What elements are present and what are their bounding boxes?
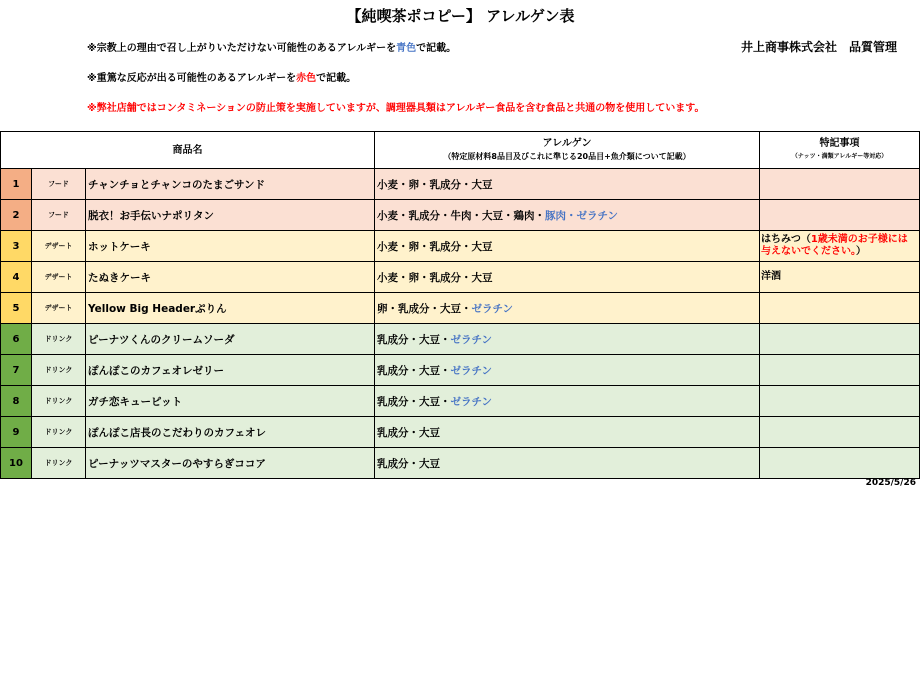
special-note — [760, 200, 920, 231]
product-name: チャンチョとチャンコのたまごサンド — [86, 169, 375, 200]
table-row — [1, 324, 920, 355]
allergen-cell — [375, 200, 760, 231]
allergen-list: 卵・乳成分・大豆・ — [377, 302, 472, 315]
row-category: フード — [32, 200, 86, 231]
allergen-cell — [375, 448, 760, 479]
special-note — [760, 448, 920, 479]
allergen-header-sub: （特定原材料8品目及びこれに準じる20品目+魚介類について記載） — [443, 152, 691, 161]
severe-note-suffix: で記載。 — [316, 73, 357, 84]
religious-allergen: ゼラチン — [450, 364, 493, 377]
religious-allergen: 豚肉・ゼラチン — [545, 209, 619, 222]
row-category: ドリンク — [32, 324, 86, 355]
allergen-list: 乳成分・大豆 — [377, 457, 441, 470]
product-name: ピーナッツマスターのやすらぎココア — [86, 448, 375, 479]
religious-allergen: ゼラチン — [450, 395, 493, 408]
table-row — [1, 355, 920, 386]
allergen-header-title: アレルゲン — [542, 138, 592, 149]
table-row — [1, 386, 920, 417]
row-category: デザート — [32, 262, 86, 293]
allergen-list: 乳成分・大豆・ — [377, 333, 451, 346]
religious-allergen: ゼラチン — [471, 302, 514, 315]
special-note-text: はちみつ（ — [761, 234, 811, 245]
blue-label: 青色 — [396, 43, 417, 54]
special-note — [760, 386, 920, 417]
special-header-sub: （ナッツ・満類アレルギー等対応） — [791, 153, 888, 160]
table-row — [1, 262, 920, 293]
company-name: 井上商事株式会社 品質管理 — [740, 40, 897, 54]
special-note-text: 洋酒 — [761, 271, 782, 282]
special-note — [760, 293, 920, 324]
row-number: 4 — [1, 262, 32, 293]
row-number: 1 — [1, 169, 32, 200]
row-number: 5 — [1, 293, 32, 324]
row-number: 9 — [1, 417, 32, 448]
row-category: ドリンク — [32, 355, 86, 386]
special-note-end: ） — [856, 246, 867, 257]
product-name: 脱衣！お手伝いナポリタン — [86, 200, 375, 231]
row-number: 6 — [1, 324, 32, 355]
special-header-title: 特記事項 — [819, 138, 860, 149]
special-note — [760, 231, 920, 262]
row-category: デザート — [32, 293, 86, 324]
allergen-cell — [375, 231, 760, 262]
religious-allergen: ゼラチン — [450, 333, 493, 346]
allergen-cell — [375, 417, 760, 448]
product-name: ホットケーキ — [86, 231, 375, 262]
allergen-cell — [375, 386, 760, 417]
severe-note — [87, 69, 356, 84]
product-name: ピーナツくんのクリームソーダ — [86, 324, 375, 355]
allergen-list: 乳成分・大豆 — [377, 426, 441, 439]
allergen-list: 小麦・卵・乳成分・大豆 — [377, 271, 493, 284]
allergen-list: 小麦・卵・乳成分・大豆 — [377, 178, 493, 191]
red-label: 赤色 — [296, 73, 317, 84]
religious-note-text: ※宗教上の理由で召し上がりいただけない可能性のあるアレルギーを — [87, 43, 397, 54]
allergen-cell — [375, 293, 760, 324]
table-row — [1, 448, 920, 479]
product-name: たぬきケーキ — [86, 262, 375, 293]
table-row — [1, 293, 920, 324]
allergen-cell — [375, 355, 760, 386]
table-header-row — [1, 132, 920, 169]
row-number: 10 — [1, 448, 32, 479]
religious-note-suffix: で記載。 — [416, 43, 457, 54]
allergen-list: 乳成分・大豆・ — [377, 395, 451, 408]
special-note — [760, 355, 920, 386]
row-category: デザート — [32, 231, 86, 262]
row-category: ドリンク — [32, 417, 86, 448]
date-label: 2025/5/26 — [865, 478, 916, 488]
row-category: ドリンク — [32, 448, 86, 479]
allergen-table — [0, 131, 920, 479]
table-row — [1, 231, 920, 262]
product-name: ガチ恋キューピット — [86, 386, 375, 417]
product-name: Yellow Big Headerぷりん — [86, 293, 375, 324]
product-name: ぽんぽこのカフェオレゼリー — [86, 355, 375, 386]
row-category: フード — [32, 169, 86, 200]
allergen-cell — [375, 324, 760, 355]
special-note-warning: 1歳未満のお子様には与えないでください。 — [761, 234, 908, 257]
special-note — [760, 417, 920, 448]
row-number: 8 — [1, 386, 32, 417]
col-header-allergen — [375, 132, 760, 169]
allergen-list: 小麦・卵・乳成分・大豆 — [377, 240, 493, 253]
allergen-list: 乳成分・大豆・ — [377, 364, 451, 377]
special-note — [760, 169, 920, 200]
row-category: ドリンク — [32, 386, 86, 417]
special-note — [760, 262, 920, 293]
row-number: 2 — [1, 200, 32, 231]
product-name: ぽんぽこ店長のこだわりのカフェオレ — [86, 417, 375, 448]
contamination-note: ※弊社店舗ではコンタミネーションの防止策を実施していますが、調理器具類はアレルギー食品を含む食品と共通の物を使用しています。 — [87, 103, 705, 114]
table-row — [1, 169, 920, 200]
religious-note — [87, 39, 456, 54]
page-title: 【純喫茶ポコピー】 アレルゲン表 — [346, 7, 575, 25]
allergen-cell — [375, 169, 760, 200]
severe-note-text: ※重篤な反応が出る可能性のあるアレルギーを — [87, 73, 297, 84]
row-number: 3 — [1, 231, 32, 262]
table-row — [1, 200, 920, 231]
row-number: 7 — [1, 355, 32, 386]
col-header-name: 商品名 — [1, 132, 375, 169]
col-header-special — [760, 132, 920, 169]
allergen-cell — [375, 262, 760, 293]
table-row — [1, 417, 920, 448]
allergen-list: 小麦・乳成分・牛肉・大豆・鶏肉・ — [377, 209, 546, 222]
special-note — [760, 324, 920, 355]
